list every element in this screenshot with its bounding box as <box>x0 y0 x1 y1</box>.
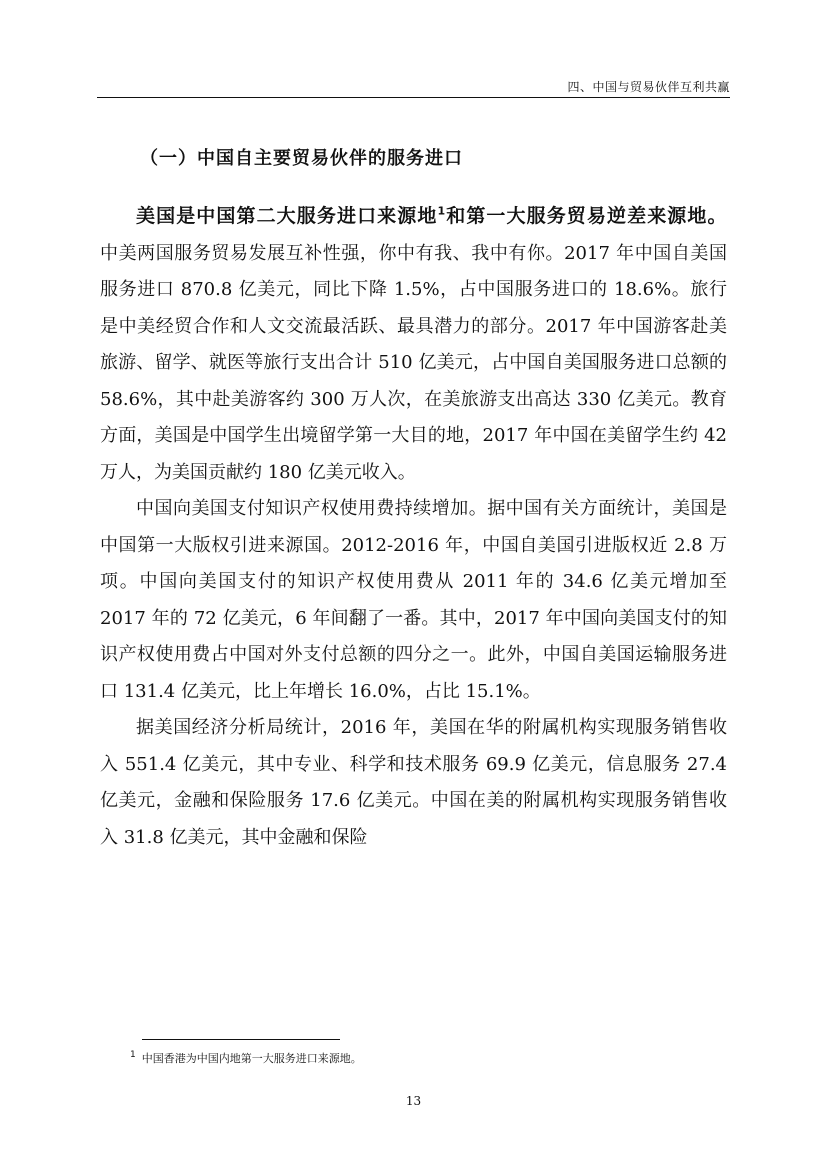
running-header: 四、中国与贸易伙伴互利共赢 <box>567 80 730 94</box>
footnote-marker[interactable]: 1 <box>437 204 446 218</box>
footnote-text: 中国香港为中国内地第一大服务进口来源地。 <box>141 1052 362 1065</box>
body-text <box>100 198 727 856</box>
lead-sentence: 美国是中国第二大服务进口来源地$^1$和第一大服务贸易逆差来源地。 <box>136 204 727 227</box>
section-title: （一）中国自主要贸易伙伴的服务进口 <box>140 148 463 169</box>
paragraph-2: 中国向美国支付知识产权使用费持续增加。据中国有关方面统计，美国是中国第一大版权引进来源国。2012-2016 年，中国自美国引进版权近 2.8 万项。中国向美国支付的知识产权使用费从 2011 年的 34.6 亿美元增加至 2017 年的 72 亿美元，6 年间翻了一番。其中，2017 年中国向美国支付的知识产权使用费占中国对外支付总额的四分之一。此外，中国自美国运输服务进口 131.4 亿美元，比上年增长 16.0%，占比 15.1%。 <box>100 498 727 702</box>
paragraph-3: 据美国经济分析局统计，2016 年，美国在华的附属机构实现服务销售收入 551.4 亿美元，其中专业、科学和技术服务 69.9 亿美元，信息服务 27.4 亿美元，金融和保险服务 17.6 亿美元。中国在美的附属机构实现服务销售收入 31.8 亿美元，其中金融和保险 <box>100 717 727 848</box>
footnote-rule <box>142 1039 340 1040</box>
paragraph-1 <box>100 198 727 491</box>
footnote <box>130 1050 362 1066</box>
page-number: 13 <box>405 1094 422 1108</box>
header-rule <box>97 97 730 98</box>
footnote-number: 1 <box>130 1050 136 1061</box>
paragraph-1-text: 中美两国服务贸易发展互补性强，你中有我、我中有你。2017 年中国自美国服务进口 870.8 亿美元，同比下降 1.5%，占中国服务进口的 18.6%。旅行是中美经贸合作和人文交流最活跃、最具潜力的部分。2017 年中国游客赴美旅游、留学、就医等旅行支出合计 510 亿美元，占中国自美国服务进口总额的 58.6%，其中赴美游客约 300 万人次，在美旅游支出高达 330 亿美元。教育方面，美国是中国学生出境留学第一大目的地，2017 年中国在美留学生约 42 万人，为美国贡献约 180 亿美元收入。 <box>100 242 727 483</box>
